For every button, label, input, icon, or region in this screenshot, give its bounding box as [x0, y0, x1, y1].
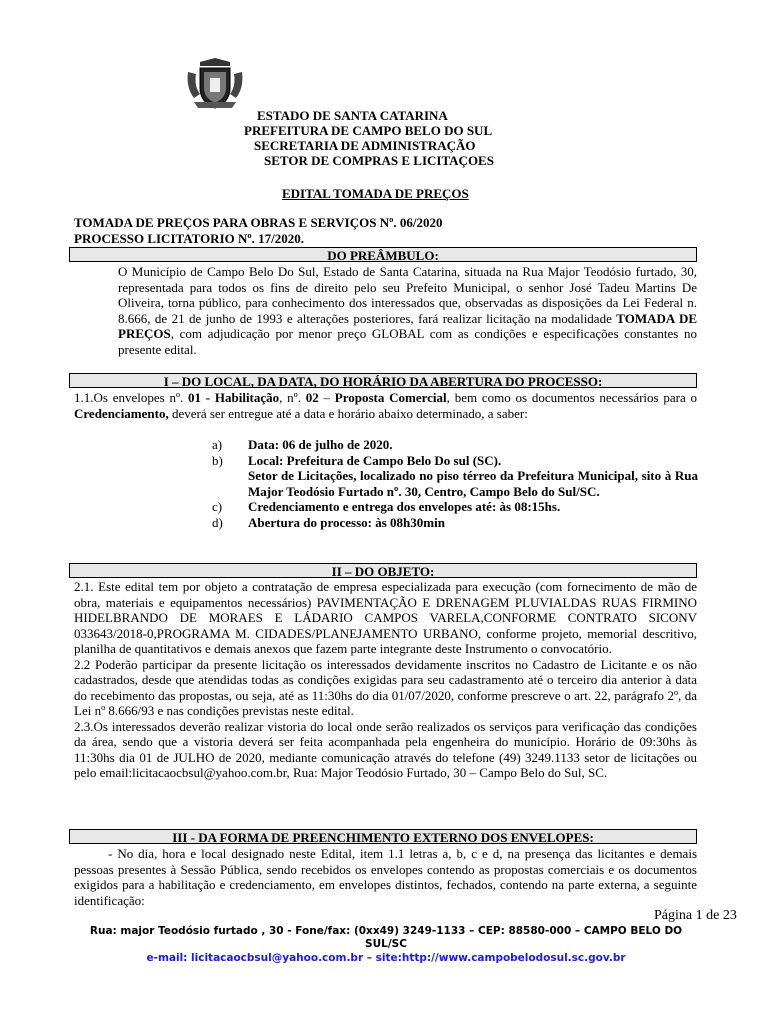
document-title: EDITAL TOMADA DE PREÇOS	[282, 186, 469, 201]
section-2-paragraph-3: 2.3.Os interessados deverão realizar vistoria do local onde serão realizados os serviços para verificação das condições da área, sendo que a vistoria deverá ser feita acompanhada pela engenheira do município. Horário de 09:30hs às 11:30hs dia 01 de JULHO de 2020, mediante comunicação através do telefone (49) 3249.1133 setor de licitações ou pelo email:licitacaocbsul@yahoo.com.br, Rua: Major Teodósio Furtado, 30 – Campo Belo do Sul, SC.	[74, 718, 697, 780]
header-secretariat: SECRETARIA DE ADMINISTRAÇÃO	[254, 138, 476, 153]
section-heading-preamble: DO PREÂMBULO:	[69, 247, 697, 262]
header-sector: SETOR DE COMPRAS E LICITAÇOES	[264, 153, 494, 168]
footer-address: Rua: major Teodósio furtado , 30 - Fone/fax: (0xx49) 3249-1133 – CEP: 88580-000 – CAMPO BELO DO SUL/SC	[89, 925, 683, 950]
section-heading-1: I – DO LOCAL, DA DATA, DO HORÁRIO DA ABERTURA DO PROCESSO:	[69, 373, 697, 388]
schedule-list	[212, 437, 698, 530]
section-2-paragraph-2: 2.2 Poderão participar da presente licitação os interessados devidamente inscritos no Cadastro de Licitante e os não cadastrados, desde que atendidas todas as condições exigidas para seu cadastramento até o terceiro dia anterior à data do recebimento das propostas, ou seja, até as 11:30hs do dia 01/07/2020, conforme prescreve o art. 22, parágrafo 2º, da Lei nº 8.666/93 e nas condições previstas neste edital.	[74, 656, 697, 718]
list-item: c) Credenciamento e entrega dos envelopes até: às 08:15hs.	[212, 499, 561, 514]
list-item: d) Abertura do processo: às 08h30min	[212, 514, 445, 530]
process-number: PROCESSO LICITATORIO Nº. 17/2020.	[74, 231, 305, 246]
list-item: Setor de Licitações, localizado no piso térreo da Prefeitura Municipal, sito à Rua Major Teodósio Furtado nº. 30, Centro, Campo Belo do Sul/SC.	[248, 468, 698, 499]
section-2-body	[74, 579, 697, 781]
page-number: Página 1 de 23	[654, 908, 737, 923]
section-heading-3: III - DA FORMA DE PREENCHIMENTO EXTERNO DOS ENVELOPES:	[69, 829, 697, 844]
header-prefecture: PREFEITURA DE CAMPO BELO DO SUL	[244, 123, 493, 138]
section-heading-2: II – DO OBJETO:	[69, 563, 697, 578]
section-2-paragraph-1: 2.1. Este edital tem por objeto a contratação de empresa especializada para execução (com fornecimento de mão de obra, materiais e equipamentos necessários) PAVIMENTAÇÃO E DRENAGEM PLUVIALDAS RUAS FIRMINO HIDELBRANDO DE MORAES E LÁDARIO CAMPOS VARELA,CONFORME CONTRATO SICONV 033643/2018-0,PROGRAMA M. CIDADES/PLANEJAMENTO URBANO, conforme projeto, memorial descritivo, planilha de quantitativos e demais anexos que fazem parte integrante deste Instrumento o convocatório.	[74, 579, 697, 656]
section-3-paragraph: - No dia, hora e local designado neste Edital, item 1.1 letras a, b, c e d, na presença das licitantes e demais pessoas presentes à Sessão Pública, sendo recebidos os envelopes contendo as propostas comerciais e os documentos exigidos para a habilitação e credenciamento, em envelopes distintos, fechados, contendo na parte externa, a seguinte identificação:	[74, 846, 697, 908]
tender-number: TOMADA DE PREÇOS PARA OBRAS E SERVIÇOS Nº. 06/2020	[74, 215, 443, 230]
preamble-paragraph: O Município de Campo Belo Do Sul, Estado de Santa Catarina, situada na Rua Major Teodósio furtado, 30, representada para todos os fins de direito pelo seu Prefeito Municipal, o senhor José Tadeu Martins De Oliveira, torna público, para conhecimento dos interessados que, observadas as disposições da Lei Federal n. 8.666, de 21 de junho de 1993 e alterações posteriores, fará realizar licitação na modalidade TOMADA DE PREÇOS, com adjudicação por menor preço GLOBAL com as condições e especificações constantes no presente edital.	[118, 264, 698, 357]
header-state: ESTADO DE SANTA CATARINA	[257, 108, 448, 123]
municipal-crest-icon	[186, 58, 244, 110]
list-item: a) Data: 06 de julho de 2020.	[212, 437, 393, 452]
list-item: b) Local: Prefeitura de Campo Belo Do sul (SC).	[212, 452, 502, 468]
section-1-paragraph: 1.1.Os envelopes nº. 01 - Habilitação, nº. 02 – Proposta Comercial, bem como os documentos necessários para o Credenciamento, deverá ser entregue até a data e horário abaixo determinado, a saber:	[74, 390, 698, 421]
footer-contact: e-mail: licitacaocbsul@yahoo.com.br – site:http://www.campobelodosul.sc.gov.br	[146, 952, 626, 964]
